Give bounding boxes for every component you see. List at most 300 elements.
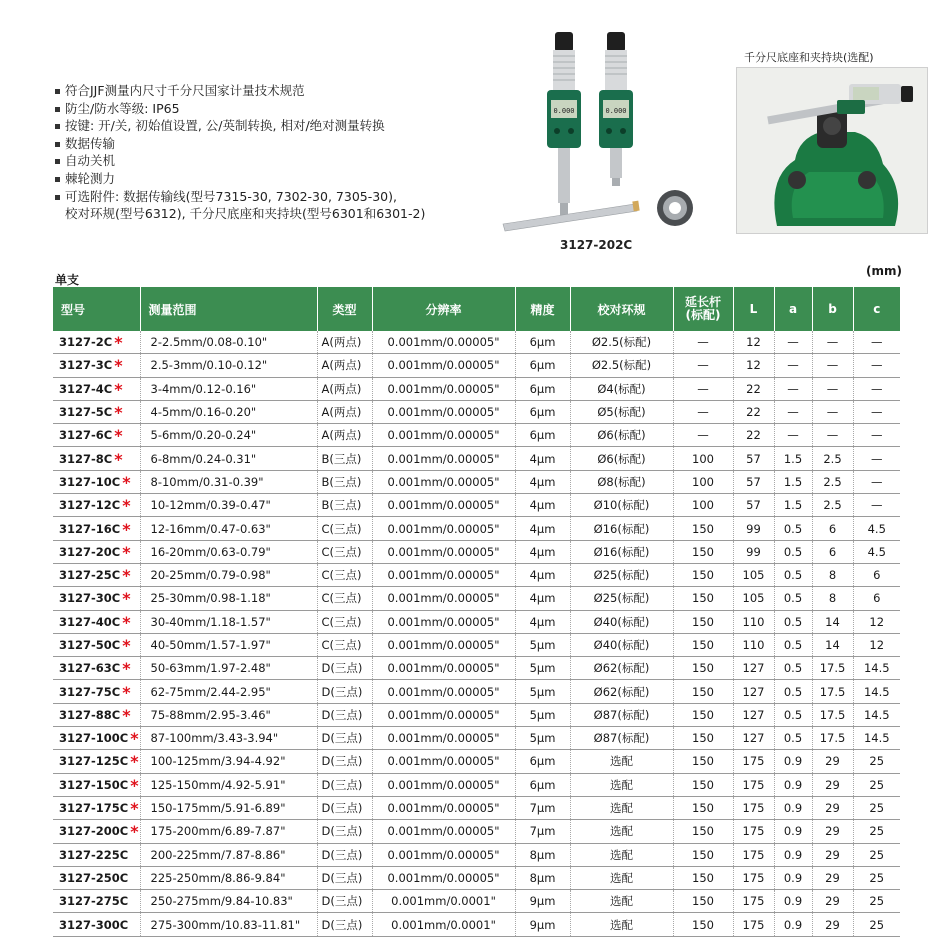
cell-extension-rod: 150 — [673, 820, 733, 843]
cell-accuracy: 4μm — [515, 494, 570, 517]
cell-model — [53, 610, 140, 633]
cell-resolution: 0.001mm/0.00005" — [372, 494, 515, 517]
cell-c: 25 — [853, 913, 900, 936]
cell-a: 0.5 — [774, 563, 812, 586]
cell-range: 100-125mm/3.94-4.92" — [140, 750, 317, 773]
model-number: 3127-12C — [59, 498, 121, 513]
cell-b: — — [812, 377, 853, 400]
cell-a: — — [774, 354, 812, 377]
cell-range: 275-300mm/10.83-11.81" — [140, 913, 317, 936]
table-row — [53, 703, 900, 726]
model-number: 3127-6C — [59, 428, 113, 443]
star-marker: * — [122, 612, 131, 632]
cell-a: 0.5 — [774, 540, 812, 563]
cell-range: 75-88mm/2.95-3.46" — [140, 703, 317, 726]
model-number: 3127-4C — [59, 381, 113, 396]
cell-extension-rod: 150 — [673, 633, 733, 656]
cell-c: 14.5 — [853, 727, 900, 750]
cell-b: 29 — [812, 796, 853, 819]
star-marker: * — [130, 775, 139, 795]
cell-model — [53, 703, 140, 726]
cell-a: 0.5 — [774, 657, 812, 680]
cell-a: 0.9 — [774, 913, 812, 936]
cell-model — [53, 750, 140, 773]
cell-a: 1.5 — [774, 494, 812, 517]
cell-c: 25 — [853, 866, 900, 889]
cell-extension-rod: 150 — [673, 540, 733, 563]
table-row — [53, 820, 900, 843]
model-number: 3127-75C — [59, 684, 121, 699]
cell-range: 25-30mm/0.98-1.18" — [140, 587, 317, 610]
cell-a: — — [774, 424, 812, 447]
cell-b: 6 — [812, 540, 853, 563]
cell-accuracy: 9μm — [515, 913, 570, 936]
cell-type: A(两点) — [317, 400, 372, 423]
cell-model — [53, 424, 140, 447]
header-extension-rod-label: 延长杆 (标配) — [684, 295, 721, 322]
cell-setting-ring: 选配 — [570, 820, 673, 843]
cell-a: 0.9 — [774, 843, 812, 866]
cell-extension-rod: 150 — [673, 913, 733, 936]
cell-accuracy: 4μm — [515, 587, 570, 610]
cell-a: 0.5 — [774, 703, 812, 726]
cell-resolution: 0.001mm/0.00005" — [372, 773, 515, 796]
star-marker: * — [114, 333, 123, 353]
cell-b: — — [812, 354, 853, 377]
cell-accuracy: 5μm — [515, 657, 570, 680]
star-marker: * — [122, 705, 131, 725]
cell-extension-rod: 100 — [673, 470, 733, 493]
cell-range: 16-20mm/0.63-0.79" — [140, 540, 317, 563]
cell-a: — — [774, 400, 812, 423]
cell-type: D(三点) — [317, 750, 372, 773]
cell-b: 8 — [812, 587, 853, 610]
cell-a: 0.5 — [774, 680, 812, 703]
star-marker: * — [122, 542, 131, 562]
table-row — [53, 447, 900, 470]
cell-resolution: 0.001mm/0.00005" — [372, 727, 515, 750]
cell-range: 2-2.5mm/0.08-0.10" — [140, 331, 317, 354]
cell-L: 105 — [733, 587, 774, 610]
cell-b: — — [812, 400, 853, 423]
cell-type: C(三点) — [317, 563, 372, 586]
cell-extension-rod: 150 — [673, 703, 733, 726]
cell-range: 6-8mm/0.24-0.31" — [140, 447, 317, 470]
cell-resolution: 0.001mm/0.00005" — [372, 657, 515, 680]
cell-extension-rod: 100 — [673, 494, 733, 517]
cell-c: 25 — [853, 820, 900, 843]
cell-b: — — [812, 331, 853, 354]
star-marker: * — [114, 356, 123, 376]
cell-resolution: 0.001mm/0.00005" — [372, 820, 515, 843]
header-resolution: 分辨率 — [372, 287, 515, 331]
table-row — [53, 517, 900, 540]
cell-model — [53, 727, 140, 750]
cell-L: 175 — [733, 843, 774, 866]
cell-a: 0.9 — [774, 773, 812, 796]
model-number: 3127-8C — [59, 451, 113, 466]
cell-accuracy: 4μm — [515, 447, 570, 470]
cell-setting-ring: Ø62(标配) — [570, 680, 673, 703]
model-number: 3127-63C — [59, 661, 121, 676]
cell-extension-rod: 150 — [673, 610, 733, 633]
cell-model — [53, 587, 140, 610]
cell-extension-rod: — — [673, 331, 733, 354]
cell-accuracy: 6μm — [515, 354, 570, 377]
lcd-display-left: 0.000 — [553, 107, 575, 115]
cell-model — [53, 890, 140, 913]
cell-setting-ring: 选配 — [570, 750, 673, 773]
cell-range: 62-75mm/2.44-2.95" — [140, 680, 317, 703]
model-number: 3127-175C — [59, 801, 129, 816]
table-row — [53, 563, 900, 586]
model-number: 3127-30C — [59, 591, 121, 606]
header-extension-rod — [673, 287, 733, 331]
cell-c: 25 — [853, 890, 900, 913]
cell-setting-ring: 选配 — [570, 913, 673, 936]
model-number: 3127-250C — [59, 870, 129, 885]
table-row — [53, 470, 900, 493]
cell-c: 14.5 — [853, 680, 900, 703]
star-marker: * — [122, 566, 131, 586]
star-marker: * — [130, 752, 139, 772]
feature-item: 符合JJF测量内尺寸千分尺国家计量技术规范 — [55, 82, 425, 100]
cell-L: 175 — [733, 773, 774, 796]
star-marker: * — [122, 589, 131, 609]
cell-c: 6 — [853, 587, 900, 610]
cell-model — [53, 447, 140, 470]
model-number: 3127-40C — [59, 614, 121, 629]
table-row — [53, 610, 900, 633]
cell-resolution: 0.001mm/0.00005" — [372, 750, 515, 773]
cell-accuracy: 5μm — [515, 703, 570, 726]
cell-L: 105 — [733, 563, 774, 586]
cell-type: C(三点) — [317, 610, 372, 633]
cell-extension-rod: 150 — [673, 866, 733, 889]
cell-c: 4.5 — [853, 517, 900, 540]
cell-setting-ring: 选配 — [570, 773, 673, 796]
model-number: 3127-3C — [59, 358, 113, 373]
cell-type: D(三点) — [317, 843, 372, 866]
cell-extension-rod: — — [673, 400, 733, 423]
cell-setting-ring: Ø2.5(标配) — [570, 354, 673, 377]
table-row — [53, 890, 900, 913]
cell-type: B(三点) — [317, 470, 372, 493]
cell-extension-rod: 150 — [673, 750, 733, 773]
table-row — [53, 796, 900, 819]
cell-L: 99 — [733, 517, 774, 540]
cell-a: 1.5 — [774, 470, 812, 493]
cell-extension-rod: 150 — [673, 587, 733, 610]
cell-L: 127 — [733, 680, 774, 703]
cell-L: 22 — [733, 377, 774, 400]
cell-range: 175-200mm/6.89-7.87" — [140, 820, 317, 843]
model-number: 3127-25C — [59, 568, 121, 583]
cell-type: A(两点) — [317, 354, 372, 377]
cell-c: — — [853, 331, 900, 354]
cell-range: 4-5mm/0.16-0.20" — [140, 400, 317, 423]
cell-model — [53, 657, 140, 680]
cell-extension-rod: 150 — [673, 727, 733, 750]
unit-label: (mm) — [866, 264, 902, 278]
cell-type: A(两点) — [317, 424, 372, 447]
model-number: 3127-16C — [59, 521, 121, 536]
cell-extension-rod: 150 — [673, 563, 733, 586]
cell-b: 29 — [812, 750, 853, 773]
table-row — [53, 680, 900, 703]
cell-extension-rod: — — [673, 354, 733, 377]
cell-setting-ring: Ø87(标配) — [570, 703, 673, 726]
cell-a: 0.9 — [774, 750, 812, 773]
model-number: 3127-100C — [59, 731, 129, 746]
cell-range: 125-150mm/4.92-5.91" — [140, 773, 317, 796]
cell-b: 2.5 — [812, 470, 853, 493]
cell-range: 87-100mm/3.43-3.94" — [140, 727, 317, 750]
cell-c: 25 — [853, 750, 900, 773]
cell-c: 4.5 — [853, 540, 900, 563]
cell-c: 25 — [853, 773, 900, 796]
cell-accuracy: 7μm — [515, 820, 570, 843]
cell-resolution: 0.001mm/0.00005" — [372, 866, 515, 889]
cell-range: 2.5-3mm/0.10-0.12" — [140, 354, 317, 377]
cell-b: 29 — [812, 866, 853, 889]
cell-resolution: 0.001mm/0.00005" — [372, 587, 515, 610]
cell-setting-ring: Ø40(标配) — [570, 610, 673, 633]
cell-L: 57 — [733, 470, 774, 493]
cell-type: C(三点) — [317, 517, 372, 540]
cell-model — [53, 540, 140, 563]
cell-L: 57 — [733, 447, 774, 470]
cell-resolution: 0.001mm/0.00005" — [372, 331, 515, 354]
cell-accuracy: 4μm — [515, 610, 570, 633]
cell-range: 40-50mm/1.57-1.97" — [140, 633, 317, 656]
model-number: 3127-225C — [59, 847, 129, 862]
cell-extension-rod: — — [673, 424, 733, 447]
cell-accuracy: 6μm — [515, 424, 570, 447]
model-number: 3127-2C — [59, 335, 113, 350]
cell-b: 29 — [812, 913, 853, 936]
cell-range: 30-40mm/1.18-1.57" — [140, 610, 317, 633]
header-b: b — [812, 287, 853, 331]
cell-L: 175 — [733, 820, 774, 843]
cell-model — [53, 680, 140, 703]
cell-setting-ring: Ø40(标配) — [570, 633, 673, 656]
cell-a: 0.9 — [774, 866, 812, 889]
cell-type: D(三点) — [317, 680, 372, 703]
cell-a: 0.9 — [774, 820, 812, 843]
cell-b: 29 — [812, 843, 853, 866]
table-row — [53, 400, 900, 423]
cell-L: 175 — [733, 750, 774, 773]
cell-type: D(三点) — [317, 727, 372, 750]
cell-resolution: 0.001mm/0.00005" — [372, 796, 515, 819]
feature-item: 按键: 开/关, 初始值设置, 公/英制转换, 相对/绝对测量转换 — [55, 117, 425, 135]
product-caption: 3127-202C — [560, 238, 633, 252]
cell-model — [53, 773, 140, 796]
cell-c: — — [853, 447, 900, 470]
cell-model — [53, 843, 140, 866]
star-marker: * — [130, 799, 139, 819]
cell-type: A(两点) — [317, 377, 372, 400]
header-L: L — [733, 287, 774, 331]
cell-setting-ring: Ø16(标配) — [570, 517, 673, 540]
header-model: 型号 — [53, 287, 140, 331]
cell-type: D(三点) — [317, 796, 372, 819]
cell-accuracy: 6μm — [515, 331, 570, 354]
header-range: 测量范围 — [140, 287, 317, 331]
cell-L: 110 — [733, 610, 774, 633]
cell-accuracy: 6μm — [515, 377, 570, 400]
cell-model — [53, 470, 140, 493]
cell-model — [53, 354, 140, 377]
cell-model — [53, 563, 140, 586]
cell-model — [53, 400, 140, 423]
cell-a: 0.5 — [774, 587, 812, 610]
cell-type: D(三点) — [317, 773, 372, 796]
cell-accuracy: 5μm — [515, 727, 570, 750]
model-number: 3127-275C — [59, 894, 129, 909]
cell-a: 0.5 — [774, 610, 812, 633]
cell-type: D(三点) — [317, 890, 372, 913]
cell-setting-ring: Ø6(标配) — [570, 447, 673, 470]
cell-model — [53, 820, 140, 843]
table-row — [53, 587, 900, 610]
cell-model — [53, 494, 140, 517]
table-row — [53, 377, 900, 400]
feature-item: 可选附件: 数据传输线(型号7315-30, 7302-30, 7305-30), — [55, 188, 425, 206]
cell-setting-ring: Ø25(标配) — [570, 587, 673, 610]
cell-setting-ring: Ø2.5(标配) — [570, 331, 673, 354]
cell-accuracy: 4μm — [515, 470, 570, 493]
cell-a: 0.9 — [774, 890, 812, 913]
table-row — [53, 727, 900, 750]
product-illustration — [495, 28, 705, 248]
table-row — [53, 331, 900, 354]
model-number: 3127-5C — [59, 405, 113, 420]
star-marker: * — [122, 496, 131, 516]
feature-item: 防尘/防水等级: IP65 — [55, 100, 425, 118]
cell-extension-rod: 150 — [673, 680, 733, 703]
cell-setting-ring: Ø10(标配) — [570, 494, 673, 517]
star-marker: * — [114, 403, 123, 423]
cell-c: — — [853, 424, 900, 447]
cell-setting-ring: 选配 — [570, 890, 673, 913]
accessory-caption: 千分尺底座和夹持块(选配) — [744, 51, 874, 64]
table-row — [53, 657, 900, 680]
cell-range: 8-10mm/0.31-0.39" — [140, 470, 317, 493]
cell-accuracy: 5μm — [515, 633, 570, 656]
model-number: 3127-20C — [59, 544, 121, 559]
cell-accuracy: 4μm — [515, 540, 570, 563]
cell-L: 175 — [733, 890, 774, 913]
cell-accuracy: 8μm — [515, 843, 570, 866]
feature-item: 自动关机 — [55, 152, 425, 170]
table-label: 单支 — [55, 273, 80, 287]
cell-b: — — [812, 424, 853, 447]
cell-c: 12 — [853, 610, 900, 633]
cell-c: 6 — [853, 563, 900, 586]
cell-c: 14.5 — [853, 657, 900, 680]
cell-type: C(三点) — [317, 540, 372, 563]
star-marker: * — [114, 426, 123, 446]
cell-L: 22 — [733, 424, 774, 447]
cell-type: B(三点) — [317, 494, 372, 517]
cell-setting-ring: 选配 — [570, 843, 673, 866]
star-marker: * — [122, 659, 131, 679]
cell-range: 250-275mm/9.84-10.83" — [140, 890, 317, 913]
feature-item: 棘轮测力 — [55, 170, 425, 188]
spec-table-body — [53, 331, 900, 936]
cell-setting-ring: Ø8(标配) — [570, 470, 673, 493]
star-marker: * — [122, 682, 131, 702]
cell-b: 29 — [812, 773, 853, 796]
feature-list — [55, 82, 425, 223]
cell-setting-ring: Ø4(标配) — [570, 377, 673, 400]
cell-range: 12-16mm/0.47-0.63" — [140, 517, 317, 540]
cell-a: 0.5 — [774, 517, 812, 540]
table-row — [53, 354, 900, 377]
cell-type: C(三点) — [317, 633, 372, 656]
table-row — [53, 424, 900, 447]
lcd-display-right: 0.000 — [605, 107, 627, 115]
star-marker: * — [130, 822, 139, 842]
cell-a: — — [774, 331, 812, 354]
cell-model — [53, 633, 140, 656]
model-number: 3127-88C — [59, 707, 121, 722]
table-row — [53, 843, 900, 866]
cell-resolution: 0.001mm/0.00005" — [372, 424, 515, 447]
cell-L: 127 — [733, 703, 774, 726]
cell-b: 17.5 — [812, 727, 853, 750]
cell-extension-rod: 150 — [673, 517, 733, 540]
cell-range: 3-4mm/0.12-0.16" — [140, 377, 317, 400]
cell-c: 14.5 — [853, 703, 900, 726]
cell-model — [53, 517, 140, 540]
cell-accuracy: 6μm — [515, 750, 570, 773]
cell-resolution: 0.001mm/0.00005" — [372, 354, 515, 377]
cell-resolution: 0.001mm/0.00005" — [372, 400, 515, 423]
cell-accuracy: 4μm — [515, 517, 570, 540]
cell-type: D(三点) — [317, 913, 372, 936]
model-number: 3127-200C — [59, 824, 129, 839]
model-number: 3127-10C — [59, 474, 121, 489]
cell-model — [53, 866, 140, 889]
cell-L: 175 — [733, 913, 774, 936]
cell-b: 2.5 — [812, 447, 853, 470]
cell-range: 150-175mm/5.91-6.89" — [140, 796, 317, 819]
cell-range: 10-12mm/0.39-0.47" — [140, 494, 317, 517]
cell-a: 0.9 — [774, 796, 812, 819]
model-number: 3127-150C — [59, 777, 129, 792]
cell-b: 17.5 — [812, 657, 853, 680]
cell-b: 17.5 — [812, 703, 853, 726]
cell-L: 12 — [733, 354, 774, 377]
cell-range: 200-225mm/7.87-8.86" — [140, 843, 317, 866]
star-marker: * — [122, 636, 131, 655]
cell-L: 99 — [733, 540, 774, 563]
table-row — [53, 750, 900, 773]
cell-resolution: 0.001mm/0.00005" — [372, 843, 515, 866]
cell-accuracy: 4μm — [515, 563, 570, 586]
table-row — [53, 913, 900, 936]
cell-extension-rod: 150 — [673, 890, 733, 913]
cell-type: D(三点) — [317, 866, 372, 889]
cell-a: 0.5 — [774, 727, 812, 750]
cell-resolution: 0.001mm/0.00005" — [372, 610, 515, 633]
cell-setting-ring: Ø25(标配) — [570, 563, 673, 586]
header-accuracy: 精度 — [515, 287, 570, 331]
cell-model — [53, 377, 140, 400]
